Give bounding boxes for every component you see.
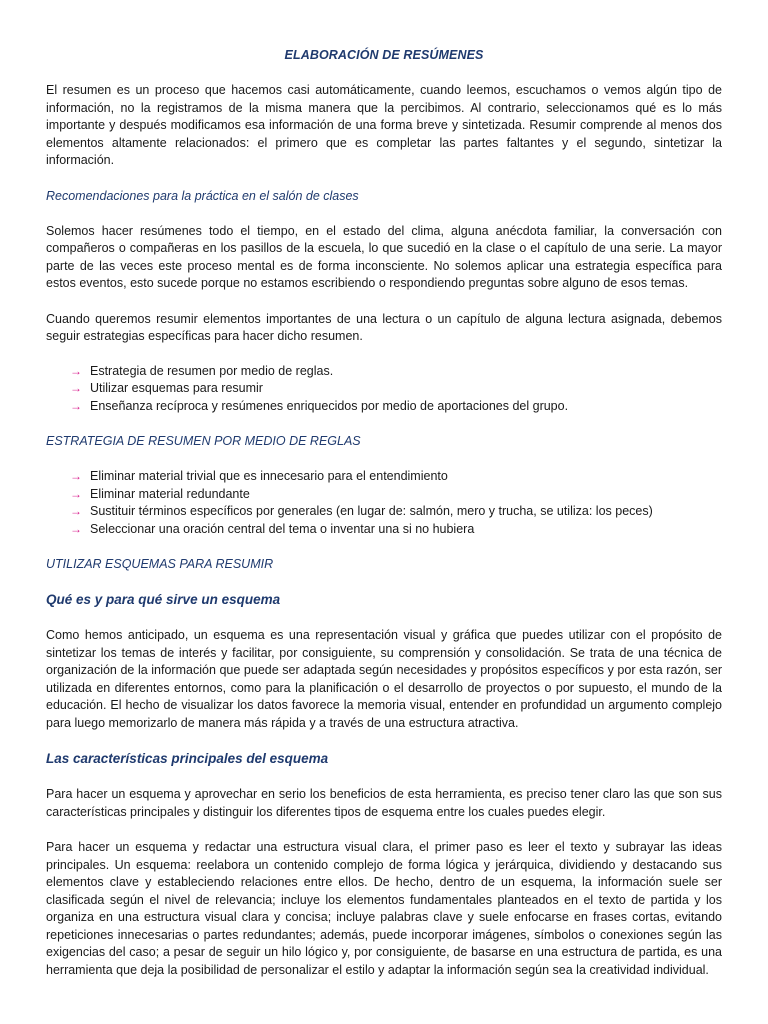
list-item: → Estrategia de resumen por medio de reglas.: [70, 363, 334, 378]
paragraph-estrategias-especificas: Cuando queremos resumir elementos importantes de una lectura o un capítulo de alguna lectura asignada, debemos seguir estrategias específicas para hacer dicho resumen.: [46, 311, 722, 343]
right-arrow-icon: →: [70, 521, 82, 536]
section-heading-reglas: ESTRATEGIA DE RESUMEN POR MEDIO DE REGLAS: [46, 434, 361, 448]
paragraph-definicion-esquema: Como hemos anticipado, un esquema es una representación visual y gráfica que puedes utilizar con el propósito de sintetizar los temas de interés y facilitar, por consiguiente, su comprensión y consolidación. Se trata de una técnica de organización de la información que puede ser adaptada según necesidades y propósitos específicos y por esta razón, ser utilizada en diferentes entornos, como para la planificación o el desarrollo de proyectos o por supuesto, el mundo de la educación. El hecho de visualizar los datos favorece la memoria visual, entender en profundidad un argumento complejo para luego memorizarlo de manera más rápida y a través de una estructura atractiva.: [46, 628, 722, 730]
right-arrow-icon: →: [70, 363, 82, 378]
paragraph-como-hacer-esquema: Para hacer un esquema y redactar una estructura visual clara, el primer paso es leer el texto y subrayar las ideas principales. Un esquema: reelabora un contenido complejo de forma lógica y jerárquica, dividiendo y destacando sus elementos clave y estableciendo relaciones entre ellos. De hecho, dentro de un esquema, la información suele ser clasificada según el nivel de relevancia; incluye los elementos fundamentales planteados en el texto de partida y los organiza en una estructura visual clara y concisa; incluye palabras clave y suele enfocarse en frases cortas, evitando repeticiones innecesarias o partes redundantes; además, puede incorporar imágenes, símbolos o conexiones según las exigencias del caso; a pesar de seguir un hilo lógico y, por consiguiente, de basarse en una estructura de partida, es una herramienta que deja la posibilidad de personalizar el estilo y adaptar la información según sea la creatividad individual.: [46, 840, 722, 977]
paragraph-resumenes-cotidianos: Solemos hacer resúmenes todo el tiempo, en el estado del clima, alguna anécdota familiar, la conversación con compañeros o compañeras en los pasillos de la escuela, lo que sucedió en la clase o el capítulo de una serie. La mayor parte de las veces este proceso mental es de forma inconsciente. No solemos aplicar una estrategia específica para estos eventos, esto sucede porque no estamos escribiendo o respondiendo preguntas sobre alguno de esos temas.: [46, 223, 722, 290]
right-arrow-icon: →: [70, 381, 82, 395]
section-heading-recomendaciones: Recomendaciones para la práctica en el salón de clases: [46, 188, 359, 203]
right-arrow-icon: →: [70, 398, 82, 413]
section-heading-esquemas: UTILIZAR ESQUEMAS PARA RESUMIR: [46, 557, 274, 571]
right-arrow-icon: →: [70, 469, 82, 483]
subheading-que-es-esquema: Qué es y para qué sirve un esquema: [46, 592, 281, 607]
paragraph-beneficios: Para hacer un esquema y aprovechar en serio los beneficios de esta herramienta, es preciso tener claro las que son sus características principales y distinguir los diferentes tipos de esquema entre los cuales puedes elegir.: [46, 787, 722, 819]
rules-list: [46, 468, 722, 538]
list-item: → Eliminar material trivial que es innecesario para el entendimiento: [70, 469, 448, 483]
list-item: → Seleccionar una oración central del tema o inventar una si no hubiera: [70, 521, 475, 536]
intro-paragraph: El resumen es un proceso que hacemos casi automáticamente, cuando leemos, escuchamos o vemos algún tipo de información, no la registramos de la misma manera que la percibimos. Al contrario, seleccionamos qué es lo más importante y después modificamos esa información de una forma breve y sintetizada. Resumir comprende al menos dos elementos altamente relacionados: el primero que es completar las partes faltantes y el segundo, sintetizar la información.: [46, 83, 722, 167]
list-item: → Enseñanza recíproca y resúmenes enriquecidos por medio de aportaciones del grupo.: [70, 398, 569, 413]
strategy-list: [46, 363, 722, 416]
document-title: ELABORACIÓN DE RESÚMENES: [284, 48, 484, 62]
list-item: → Eliminar material redundante: [70, 486, 250, 501]
list-item: → Sustituir términos específicos por generales (en lugar de: salmón, mero y trucha, se utiliza: los peces): [70, 504, 653, 518]
subheading-caracteristicas: Las características principales del esquema: [46, 751, 329, 766]
list-item: → Utilizar esquemas para resumir: [70, 381, 263, 395]
right-arrow-icon: →: [70, 486, 82, 501]
right-arrow-icon: →: [70, 504, 82, 518]
